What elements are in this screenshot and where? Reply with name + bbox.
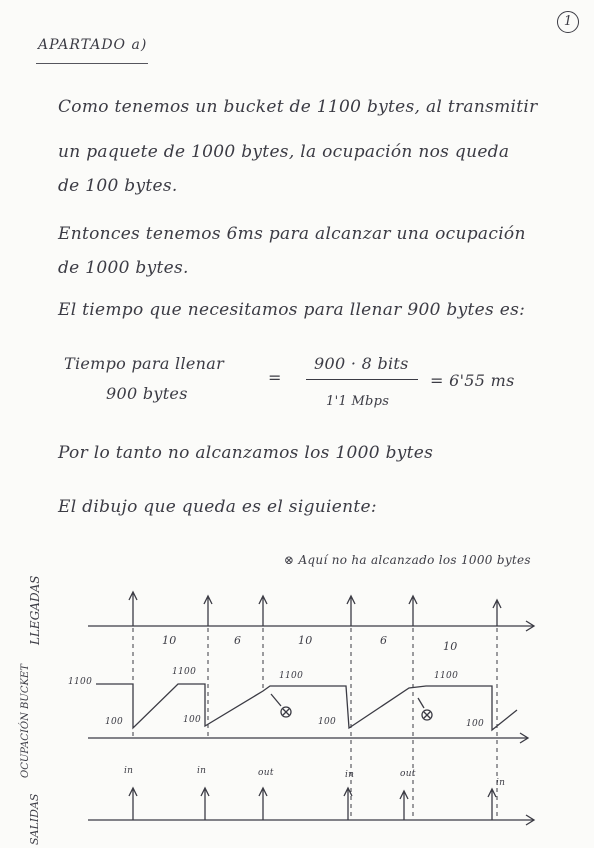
output-arrows bbox=[129, 788, 496, 820]
row-label-occupancy: OCUPACIÓN BUCKET bbox=[20, 664, 31, 778]
interval-label-1: 10 bbox=[162, 634, 177, 647]
body-line-1: Como tenemos un bucket de 1100 bytes, al transmitir bbox=[58, 97, 538, 117]
output-mark-1: in bbox=[124, 766, 134, 776]
level-partial-2: 1100 bbox=[434, 671, 459, 681]
formula-result: = 6'55 ms bbox=[430, 371, 515, 390]
formula-equals: = bbox=[268, 368, 282, 387]
formula-lhs-bottom: 900 bytes bbox=[106, 384, 188, 403]
output-mark-2: in bbox=[197, 766, 207, 776]
interval-label-3: 10 bbox=[298, 634, 313, 647]
formula-lhs-top: Tiempo para llenar bbox=[64, 354, 225, 373]
body-line-6: El tiempo que necesitamos para llenar 900 bytes es: bbox=[58, 300, 526, 320]
drawing-intro: El dibujo que queda es el siguiente: bbox=[58, 497, 377, 517]
occupancy-curve bbox=[96, 684, 517, 730]
formula-numerator: 900 · 8 bits bbox=[314, 354, 409, 373]
output-mark-4: in bbox=[345, 770, 355, 780]
body-line-2: un paquete de 1000 bytes, la ocupación nos queda bbox=[58, 142, 510, 162]
output-mark-6: in bbox=[496, 778, 506, 788]
row-label-outputs: SALIDAS bbox=[28, 793, 41, 845]
interval-label-2: 6 bbox=[234, 634, 242, 647]
arrival-arrows bbox=[129, 592, 501, 626]
body-line-3: de 100 bytes. bbox=[58, 176, 178, 196]
note-annotation: ⊗ Aquí no ha alcanzado los 1000 bytes bbox=[284, 553, 531, 567]
level-high-2: 1100 bbox=[172, 667, 197, 677]
body-line-5: de 1000 bytes. bbox=[58, 258, 189, 278]
interval-label-4: 6 bbox=[380, 634, 388, 647]
row-label-arrivals: LLEGADAS bbox=[28, 575, 42, 645]
level-high-1: 1100 bbox=[68, 677, 93, 687]
level-low-2: 100 bbox=[183, 715, 202, 725]
interval-label-5: 10 bbox=[443, 640, 458, 653]
level-partial-1: 1100 bbox=[279, 671, 304, 681]
level-low-4: 100 bbox=[466, 719, 485, 729]
level-low-3: 100 bbox=[318, 717, 337, 727]
output-mark-5: out bbox=[400, 769, 416, 779]
level-low-1: 100 bbox=[105, 717, 124, 727]
section-heading: APARTADO a) bbox=[38, 37, 148, 53]
body-line-4: Entonces tenemos 6ms para alcanzar una ocupación bbox=[58, 224, 526, 244]
formula-denominator: 1'1 Mbps bbox=[326, 394, 390, 409]
conclusion-line: Por lo tanto no alcanzamos los 1000 bytes bbox=[58, 443, 434, 463]
output-mark-3: out bbox=[258, 768, 274, 778]
page-number: 1 bbox=[557, 11, 579, 33]
